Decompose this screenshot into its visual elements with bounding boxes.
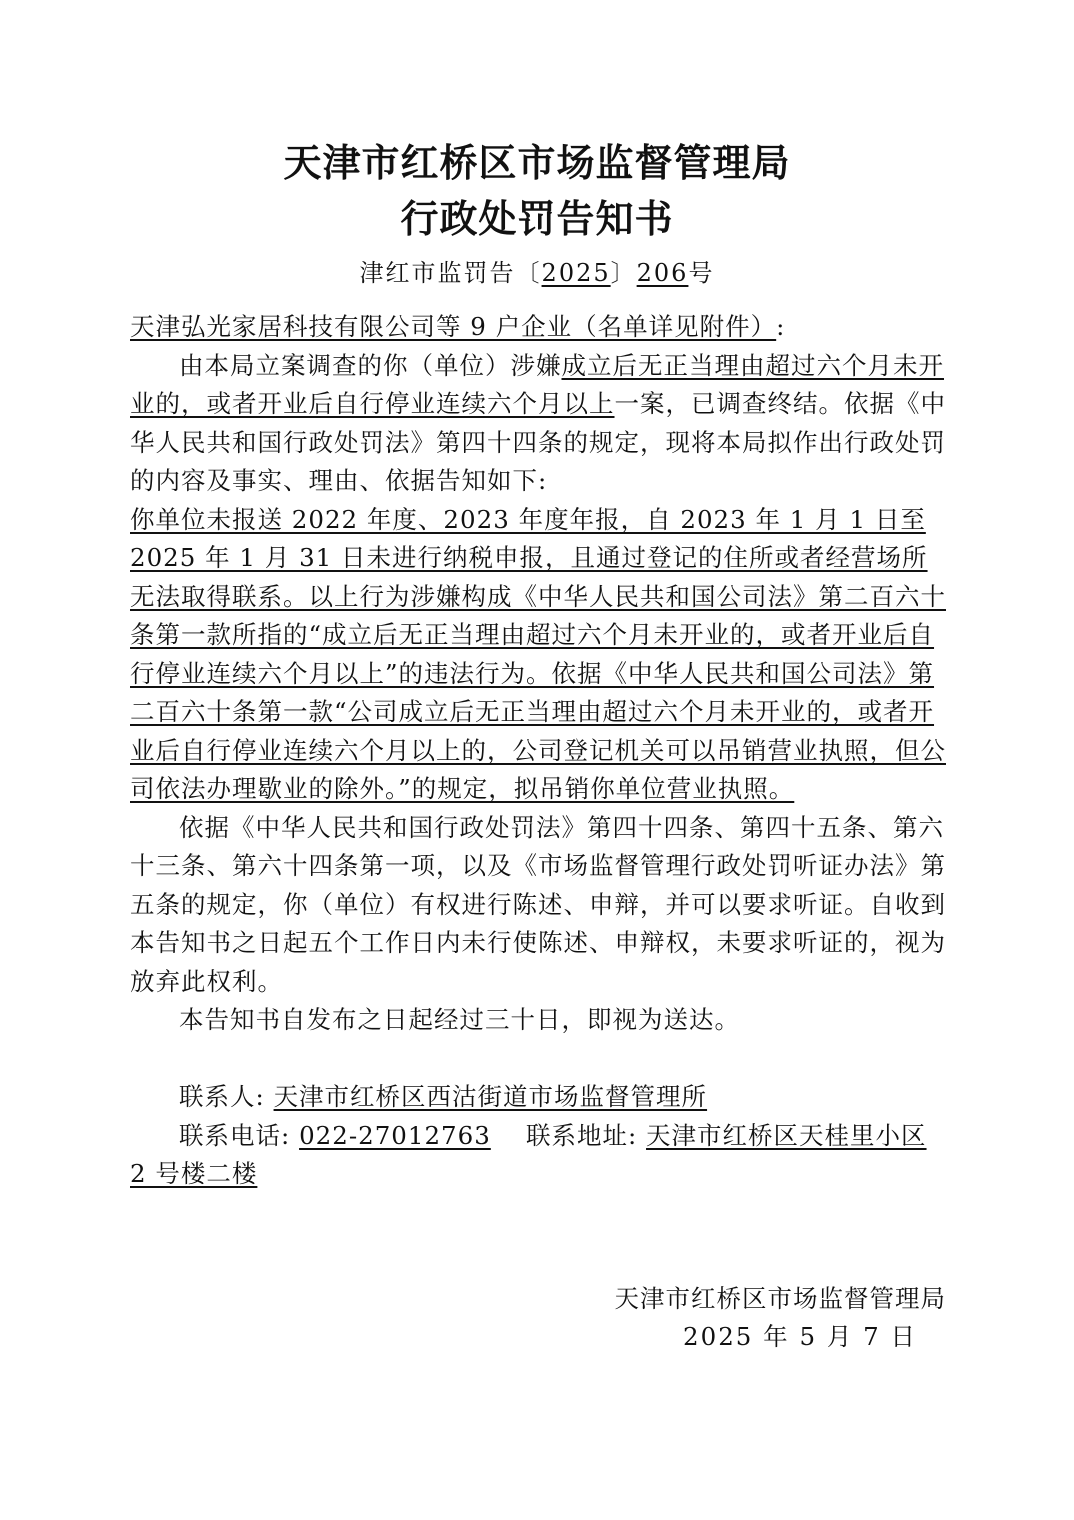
facts-text: 你单位未报送 2022 年度、2023 年度年报，自 2023 年 1 月 1 日至 2025 年 1 月 31 日未进行纳税申报，且通过登记的住所或者经营场所无法取得联系。以上行为涉嫌构成《中华人民共和国公司法》第二百六十条第一款所指的“成立后无正当理由超过六个月未开业的，或者开业后自行停业连续六个月以上”的违法行为。依据《中华人民共和国公司法》第二百六十条第一款“公司成立后无正当理由超过六个月未开业的，或者开业后自行停业连续六个月以上的，公司登记机关可以吊销营业执照，但公司依法办理歇业的除外。”的规定，拟吊销你单位营业执照。 [130, 504, 946, 803]
doc-number-year: 2025 [541, 259, 611, 287]
signature-organization: 天津市红桥区市场监督管理局 [614, 1284, 946, 1313]
contact-address-label: 联系地址: [525, 1120, 638, 1150]
case-intro-tail: 一案，已调查终结。依据《中华人民共和国行政处罚法》第四十四条的规定，现将本局拟作出行政处罚的内容及事实、理由、依据告知如下: [130, 389, 946, 495]
rights-paragraph: 依据《中华人民共和国行政处罚法》第四十四条、第四十五条、第六十三条、第六十四条第一项，以及《市场监督管理行政处罚听证办法》第五条的规定，你（单位）有权进行陈述、申辩，并可以要求听证。自收到本告知书之日起五个工作日内未行使陈述、申辩权，未要求听证的，视为放弃此权利。 [130, 812, 946, 996]
document-number [0, 256, 1074, 290]
case-violation: 成立后无正当理由超过六个月未开业的，或者开业后自行停业连续六个月以上 [130, 350, 944, 418]
doc-number-mid: 〕 [610, 259, 637, 287]
addressee-colon: : [776, 312, 786, 341]
contact-phone-label: 联系电话: [179, 1120, 291, 1150]
contact-person-line [130, 1078, 948, 1117]
addressee-text: 天津弘光家居科技有限公司等 9 户企业（名单详见附件） [130, 312, 777, 341]
blank-line [130, 1040, 948, 1079]
case-intro-lead: 由本局立案调查的你（单位）涉嫌 [179, 350, 562, 380]
document-title-type: 行政处罚告知书 [400, 196, 674, 241]
contact-phone-value: 022-27012763 [299, 1120, 491, 1150]
signature-date: 2025 年 5 月 7 日 [683, 1322, 917, 1351]
contact-person-value: 天津市红桥区西沽街道市场监督管理所 [273, 1082, 708, 1111]
facts-paragraph [130, 501, 948, 809]
case-intro-paragraph [130, 347, 948, 501]
signature-date-block [546, 1318, 946, 1356]
contact-address-value: 天津市红桥区天桂里小区 2 号楼二楼 [130, 1120, 927, 1188]
document-body [130, 308, 948, 1194]
doc-number-prefix: 津红市监罚告〔 [359, 259, 542, 287]
contact-person-label: 联系人: [179, 1082, 265, 1111]
addressee-line [130, 308, 948, 347]
doc-number-num: 206 [636, 259, 689, 287]
contact-phone-address-line [130, 1117, 948, 1194]
doc-number-suffix: 号 [688, 259, 715, 287]
document-title-authority: 天津市红桥区市场监督管理局 [283, 140, 791, 185]
service-paragraph: 本告知书自发布之日起经过三十日，即视为送达。 [179, 1005, 740, 1034]
